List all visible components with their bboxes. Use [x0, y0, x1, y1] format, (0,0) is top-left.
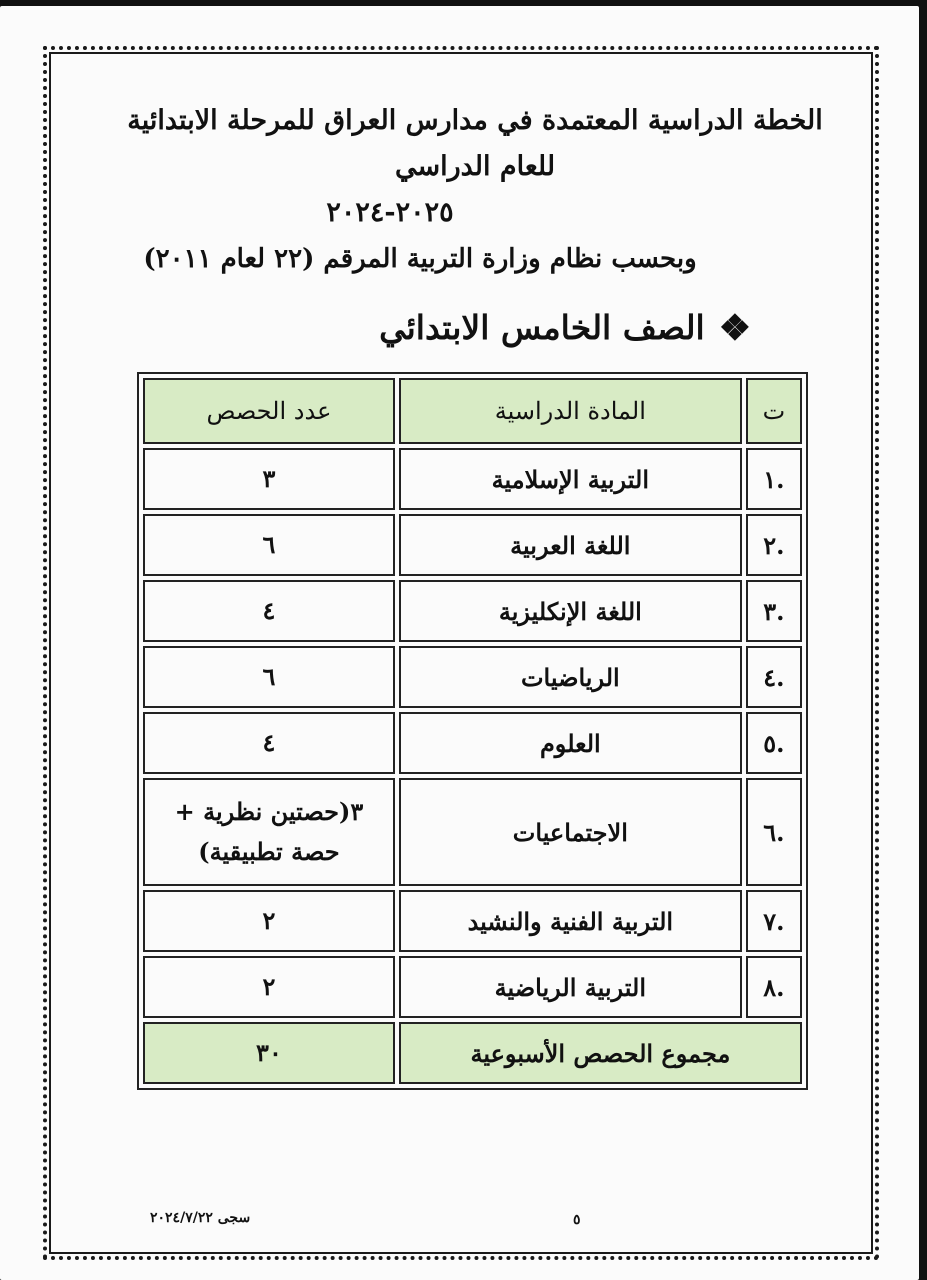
header-subject: المادة الدراسية: [399, 378, 742, 444]
row-count: ٢: [143, 956, 395, 1018]
row-count: ٤: [143, 712, 395, 774]
table-header-row: [143, 378, 802, 444]
section-heading: [379, 308, 751, 347]
row-count: ٣(حصتين نظرية + حصة تطبيقية): [143, 778, 395, 886]
row-subject: اللغة الإنكليزية: [399, 580, 742, 642]
row-num: .٦: [746, 778, 802, 886]
table-row: [143, 712, 802, 774]
total-label: مجموع الحصص الأسبوعية: [399, 1022, 802, 1084]
footer-signature: سجى ٢٠٢٤/٧/٢٢: [150, 1210, 251, 1226]
row-num: .٧: [746, 890, 802, 952]
row-num: .٥: [746, 712, 802, 774]
header-title: الخطة الدراسية المعتمدة في مدارس العراق للمرحلة الابتدائية للعام الدراسي: [127, 105, 823, 182]
diamond-bullet-icon: ❖: [718, 306, 751, 349]
table-row: [143, 890, 802, 952]
table-row: [143, 956, 802, 1018]
row-subject: اللغة العربية: [399, 514, 742, 576]
header-year: ٢٠٢٥-٢٠٢٤: [326, 197, 454, 228]
row-count: ٤: [143, 580, 395, 642]
row-count: ٦: [143, 514, 395, 576]
table-total-row: [143, 1022, 802, 1084]
table-row: [143, 514, 802, 576]
header-num: ت: [746, 378, 802, 444]
row-subject: التربية الفنية والنشيد: [399, 890, 742, 952]
page-number: ٥: [573, 1212, 581, 1228]
row-num: .١: [746, 448, 802, 510]
table-row: [143, 580, 802, 642]
header-count: عدد الحصص: [143, 378, 395, 444]
row-subject: التربية الإسلامية: [399, 448, 742, 510]
row-subject: الاجتماعيات: [399, 778, 742, 886]
table-row: [143, 646, 802, 708]
table-row: [143, 448, 802, 510]
header-regulation: وبحسب نظام وزارة التربية المرقم (٢٢ لعام ٢٠١١): [143, 244, 697, 274]
row-num: .٣: [746, 580, 802, 642]
row-subject: التربية الرياضية: [399, 956, 742, 1018]
row-subject: العلوم: [399, 712, 742, 774]
row-num: .٨: [746, 956, 802, 1018]
row-count: ٣: [143, 448, 395, 510]
document-header: [120, 98, 830, 282]
study-plan-table: [137, 372, 808, 1090]
document-page: [0, 6, 919, 1280]
row-num: .٢: [746, 514, 802, 576]
total-value: ٣٠: [143, 1022, 395, 1084]
table-row: [143, 778, 802, 886]
row-count: ٦: [143, 646, 395, 708]
row-subject: الرياضيات: [399, 646, 742, 708]
row-num: .٤: [746, 646, 802, 708]
section-title-text: الصف الخامس الابتدائي: [379, 308, 705, 347]
row-count: ٢: [143, 890, 395, 952]
